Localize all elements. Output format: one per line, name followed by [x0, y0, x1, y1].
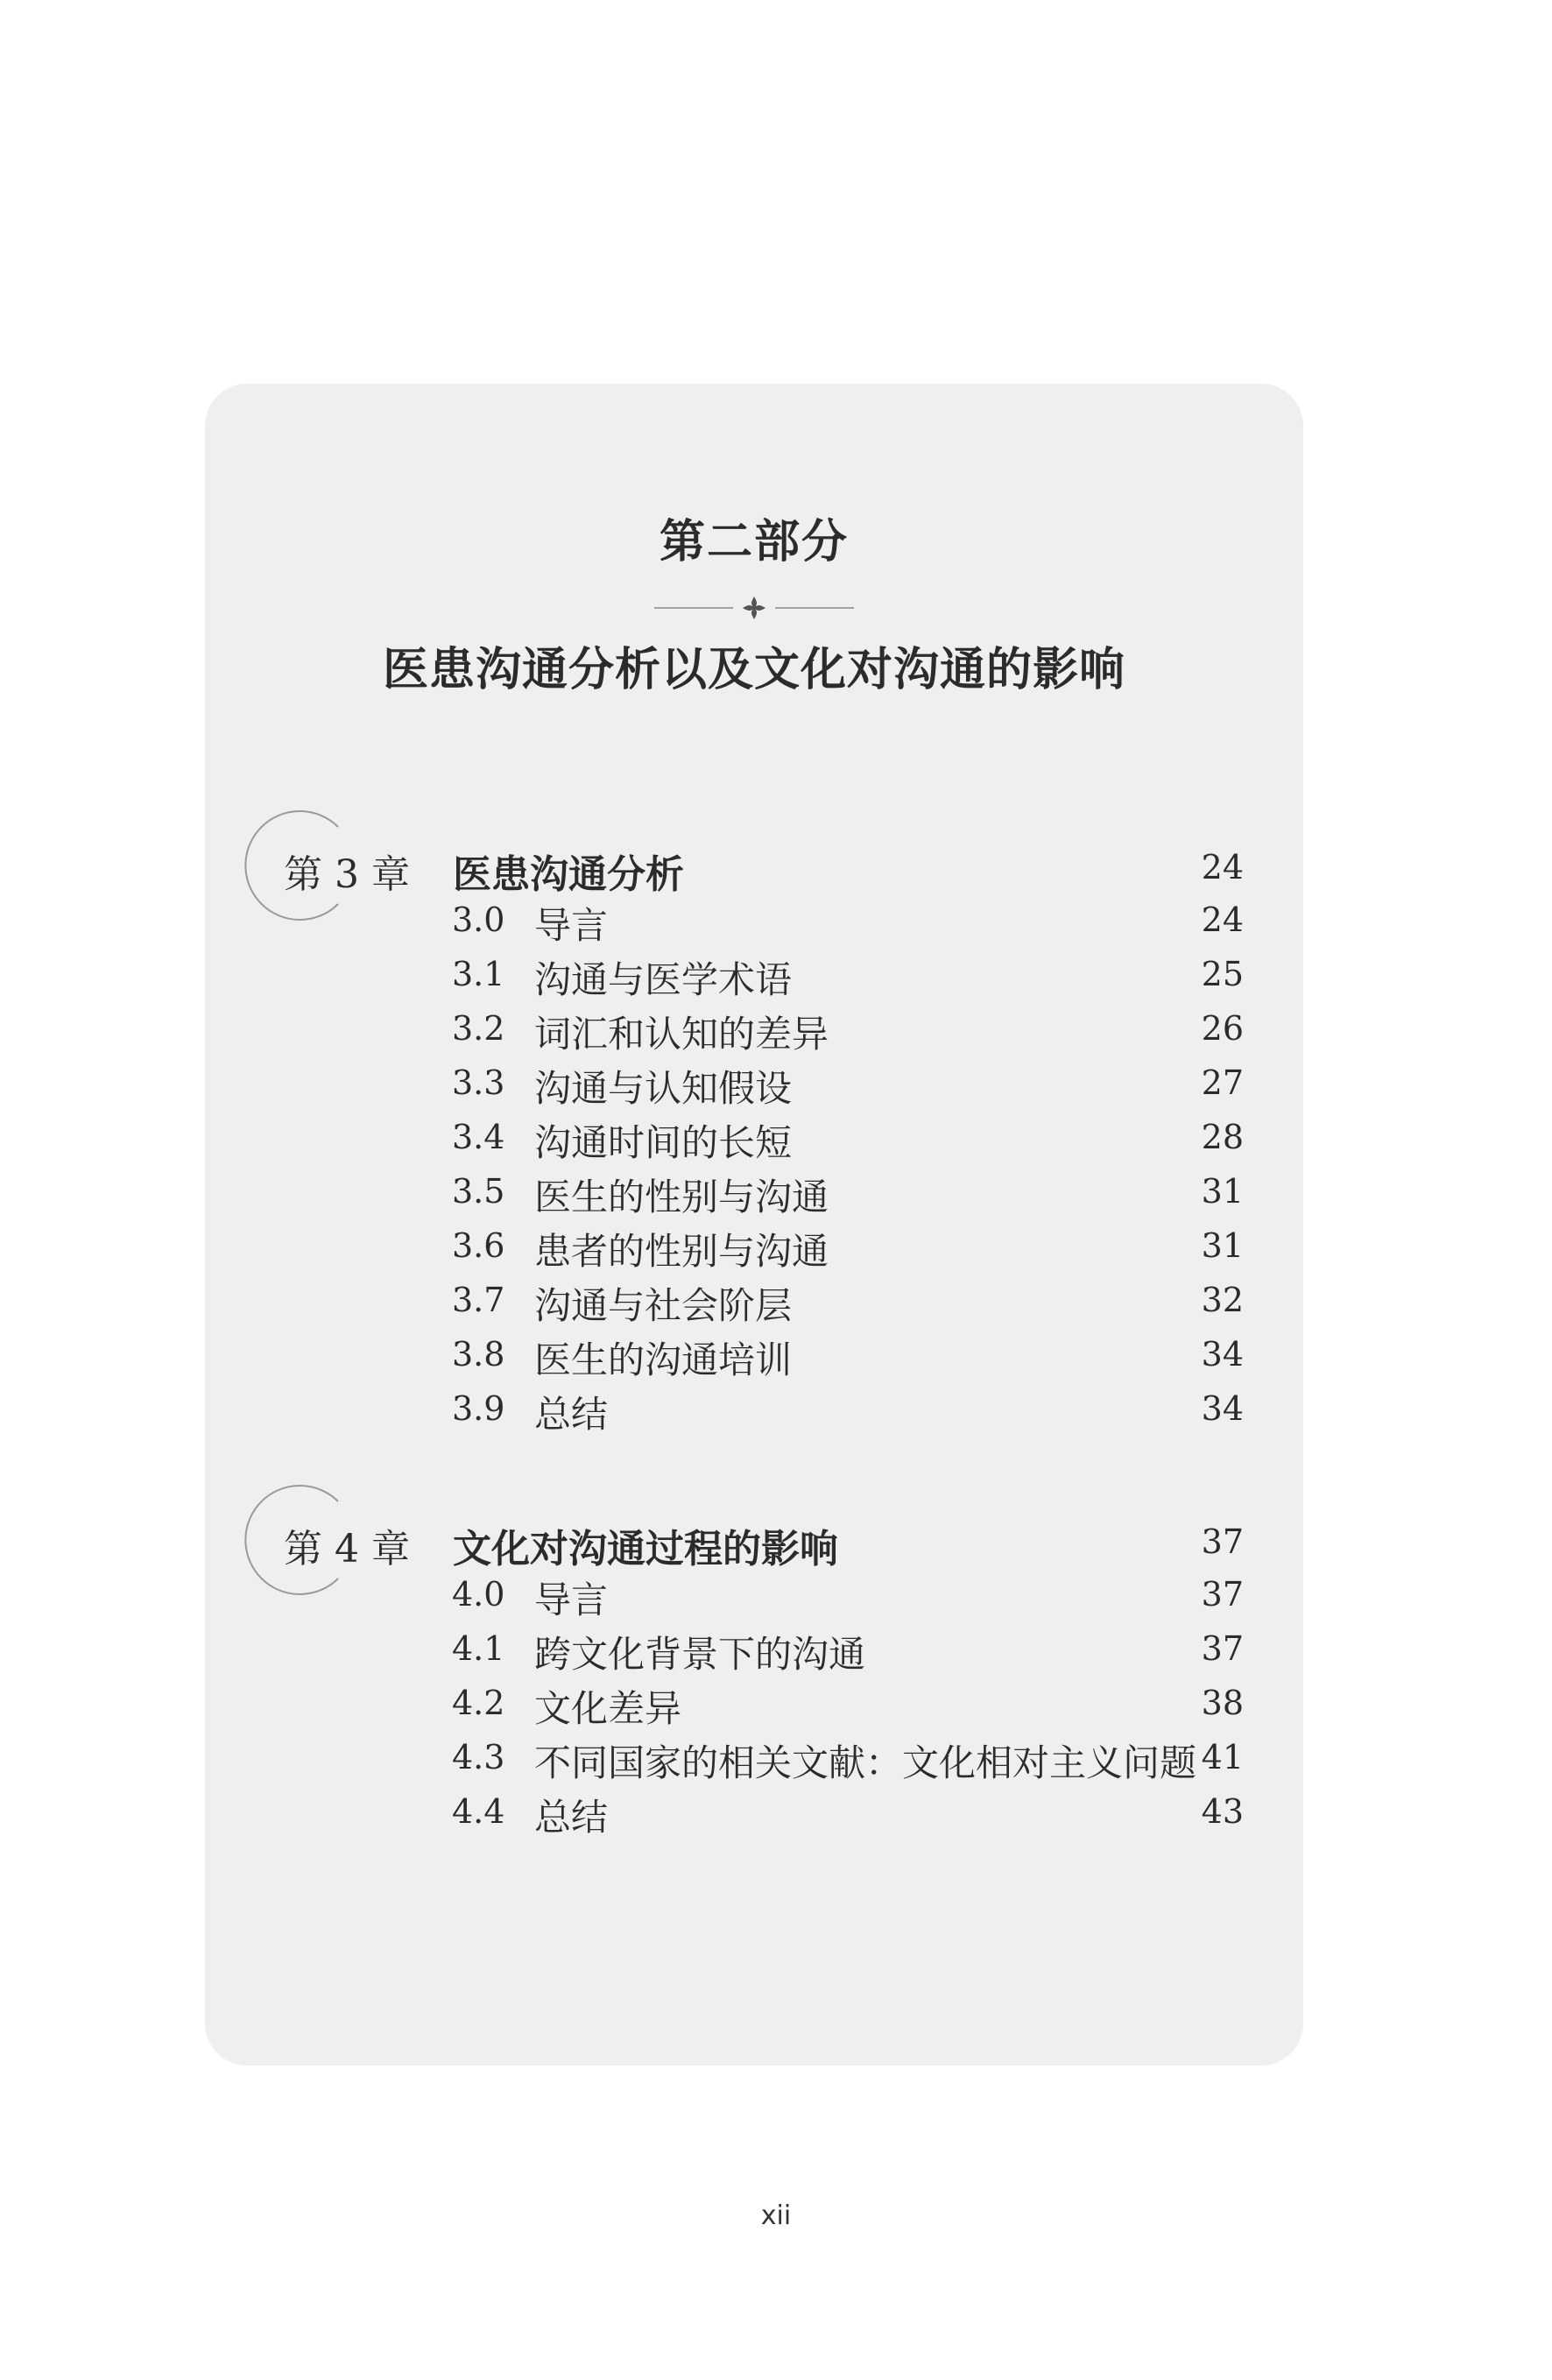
section-title: 跨文化背景下的沟通: [534, 1633, 866, 1676]
section-title: 沟通与认知假设: [534, 1067, 793, 1110]
section-number: 4.4: [452, 1792, 505, 1831]
section-title: 总结: [534, 1796, 609, 1839]
section-title: 患者的性别与沟通: [534, 1230, 829, 1273]
toc-section[interactable]: [205, 1063, 1303, 1118]
section-number: 3.3: [452, 1063, 505, 1102]
section-title: 总结: [534, 1393, 609, 1436]
section-title: 导言: [534, 1578, 609, 1621]
toc-section[interactable]: [205, 1629, 1303, 1684]
toc-section[interactable]: [205, 955, 1303, 1009]
section-number: 3.7: [452, 1281, 505, 1319]
section-number: 4.1: [452, 1629, 505, 1668]
chapter-page-number: 24: [1201, 848, 1244, 886]
chapter-title: 医患沟通分析: [453, 852, 684, 897]
section-title: 不同国家的相关文献：文化相对主义问题: [534, 1741, 1197, 1784]
section-page-number: 37: [1201, 1629, 1244, 1668]
section-number: 3.4: [452, 1118, 505, 1156]
toc-section[interactable]: [205, 1389, 1303, 1444]
toc-section[interactable]: [205, 1118, 1303, 1172]
section-title: 文化差异: [534, 1687, 682, 1730]
section-number: 3.8: [452, 1335, 505, 1374]
section-page-number: 32: [1201, 1281, 1244, 1319]
contents-panel: [205, 384, 1303, 2066]
section-page-number: 34: [1201, 1389, 1244, 1428]
toc-section[interactable]: [205, 1792, 1303, 1847]
toc-section[interactable]: [205, 900, 1303, 955]
section-number: 3.2: [452, 1009, 505, 1048]
section-page-number: 26: [1201, 1009, 1244, 1048]
toc-section[interactable]: [205, 1575, 1303, 1629]
toc-section[interactable]: [205, 1335, 1303, 1389]
section-page-number: 31: [1201, 1226, 1244, 1265]
chapter-title: 文化对沟通过程的影响: [453, 1527, 838, 1571]
section-page-number: 28: [1201, 1118, 1244, 1156]
toc-section[interactable]: [205, 1009, 1303, 1063]
page-folio: xii: [760, 2200, 792, 2231]
section-number: 3.1: [452, 955, 505, 993]
section-title: 导言: [534, 904, 609, 947]
toc-section[interactable]: [205, 1738, 1303, 1792]
section-page-number: 37: [1201, 1575, 1244, 1614]
ornament-divider: [654, 590, 854, 625]
section-number: 3.5: [452, 1172, 505, 1211]
part-title: 医患沟通分析以及文化对沟通的影响: [382, 643, 1125, 696]
section-number: 3.9: [452, 1389, 505, 1428]
toc-section[interactable]: [205, 1281, 1303, 1335]
section-page-number: 25: [1201, 955, 1244, 993]
chapter-label: 第 3 章: [284, 852, 410, 897]
section-title: 词汇和认知的差异: [534, 1013, 829, 1056]
section-title: 医生的性别与沟通: [534, 1176, 829, 1218]
section-page-number: 34: [1201, 1335, 1244, 1374]
section-page-number: 31: [1201, 1172, 1244, 1211]
section-page-number: 27: [1201, 1063, 1244, 1102]
section-number: 4.0: [452, 1575, 505, 1614]
section-title: 医生的沟通培训: [534, 1338, 793, 1381]
section-title: 沟通时间的长短: [534, 1121, 793, 1164]
section-number: 3.0: [452, 900, 505, 939]
section-page-number: 43: [1201, 1792, 1244, 1831]
section-title: 沟通与社会阶层: [534, 1284, 793, 1327]
section-number: 3.6: [452, 1226, 505, 1265]
section-page-number: 24: [1201, 900, 1244, 939]
section-page-number: 41: [1201, 1738, 1244, 1776]
toc-section[interactable]: [205, 1226, 1303, 1281]
section-title: 沟通与医学术语: [534, 958, 793, 1001]
chapter-label: 第 4 章: [284, 1527, 410, 1571]
chapter-page-number: 37: [1201, 1522, 1244, 1561]
section-page-number: 38: [1201, 1684, 1244, 1722]
section-number: 4.2: [452, 1684, 505, 1722]
toc-section[interactable]: [205, 1684, 1303, 1738]
toc-section[interactable]: [205, 1172, 1303, 1226]
section-number: 4.3: [452, 1738, 505, 1776]
part-label: 第二部分: [659, 515, 849, 569]
